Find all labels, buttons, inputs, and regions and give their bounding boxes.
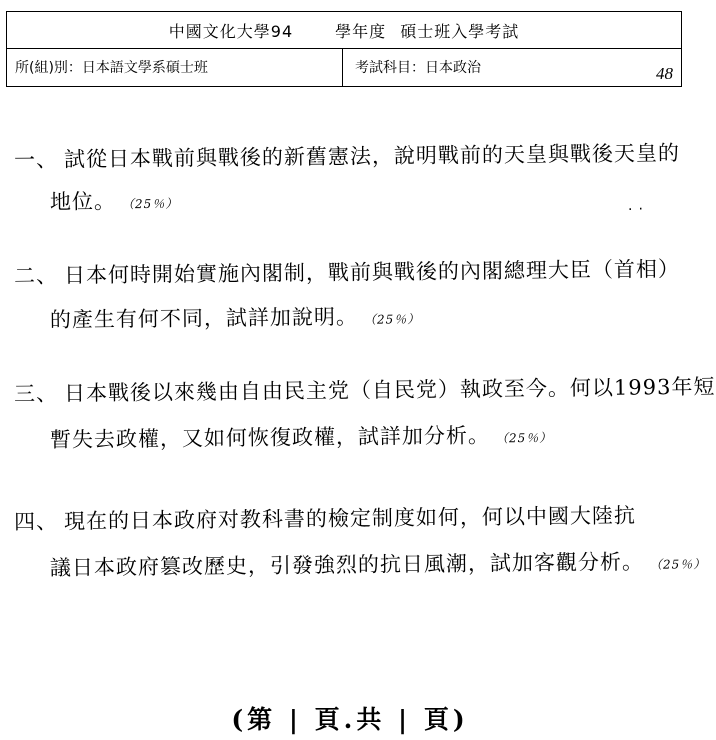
header-info-row <box>7 48 681 86</box>
question-1-score: （25％） <box>127 196 179 212</box>
question-4-score: （25％） <box>655 557 707 572</box>
subject-label: 考試科目：日本政治 <box>355 60 481 76</box>
question-4-line-2 <box>50 551 706 582</box>
question-3-score: （25％） <box>501 430 553 446</box>
question-4-line-1 <box>14 505 636 533</box>
school-name: 中國文化大學94 <box>168 21 294 41</box>
question-4-number: 四、 <box>13 509 59 534</box>
question-4-text-1: 現在的日本政府对教科書的檢定制度如何，何以中國大陸抗 <box>63 503 637 534</box>
exam-header <box>6 11 682 87</box>
question-3-text-2: 暫失去政權，又如何恢復政權，試詳加分析。 <box>49 423 491 452</box>
stray-marks: ·‧ <box>628 202 649 218</box>
question-2-line-2 <box>50 306 421 334</box>
question-3-text-1: 日本戰後以來幾由自由民主党（自民党）執政至今。何以1993年短 <box>63 374 716 406</box>
exam-name: 碩士班入學考試 <box>400 21 520 41</box>
question-1-line-1 <box>14 143 680 171</box>
department-cell <box>7 48 343 86</box>
question-3-number: 三、 <box>13 381 59 406</box>
page-code: 48 <box>656 64 673 83</box>
academic-year: 學年度 <box>335 21 387 41</box>
question-4-text-2: 議日本政府篡改歷史，引發強烈的抗日風潮，試加客觀分析。 <box>49 549 645 580</box>
question-3-line-2 <box>50 425 553 454</box>
question-1-text-1: 試從日本戰前與戰後的新舊憲法，說明戰前的天皇與戰後天皇的 <box>63 141 681 172</box>
question-1-line-2 <box>50 191 179 216</box>
question-2-score: （25％） <box>369 312 421 327</box>
question-1-number: 一、 <box>13 147 59 172</box>
question-1-text-2: 地位。 <box>49 189 117 214</box>
header-title-row <box>7 12 681 49</box>
question-2-text-1: 日本何時開始實施內閣制，戰前與戰後的內閣總理大臣（首相） <box>63 257 681 288</box>
question-2-number: 二、 <box>13 263 59 288</box>
department-label: 所(組)別：日本語文學系碩士班 <box>15 60 208 76</box>
question-2-line-1 <box>14 259 680 287</box>
question-3-line-1 <box>13 374 716 406</box>
question-2-text-2: 的產生有何不同，試詳加說明。 <box>49 304 359 332</box>
subject-cell <box>343 48 681 86</box>
page-footer: (第 | 頁.共 | 頁) <box>231 705 469 734</box>
